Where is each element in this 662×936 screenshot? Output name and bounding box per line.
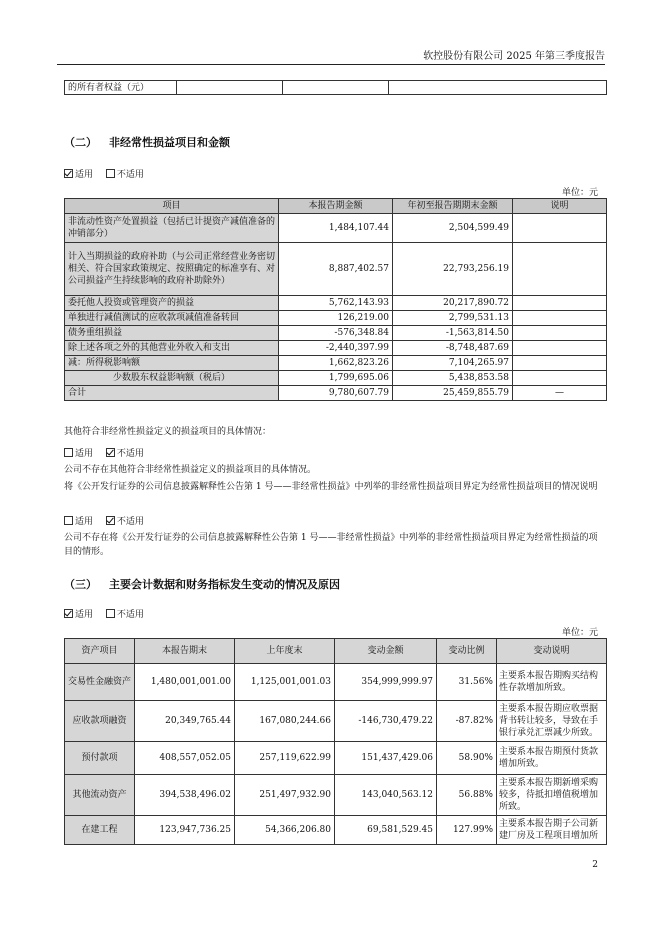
column-header: 变动比例 [437, 639, 497, 664]
section-2-title: 非经常性损益项目和金额 [109, 136, 230, 149]
current-amount-cell: 8,887,402.57 [279, 243, 393, 296]
note-cell [513, 243, 607, 296]
applicability-checkboxes-4 [64, 607, 144, 620]
item-cell: 减：所得税影响额 [65, 356, 279, 371]
change-description-cell: 主要系本报告期预付货款增加所致。 [497, 742, 607, 775]
item-cell: 单独进行减值测试的应收款项减值准备转回 [65, 311, 279, 326]
period-end-cell: 1,480,001,001.00 [135, 664, 235, 701]
not-applicable-label: 不适用 [116, 517, 144, 527]
applicable-label: 适用 [75, 610, 94, 620]
table-header-row [65, 199, 607, 214]
ytd-amount-cell: 22,793,256.19 [393, 243, 513, 296]
change-description-cell: 主要系本报告期新增采购较多，待抵扣增值税增加所致。 [497, 775, 607, 816]
item-cell: 除上述各项之外的其他营业外收入和支出 [65, 341, 279, 356]
reclassification-explanation-title: 将《公开发行证券的公司信息披露解释性公告第 1 号——非经常性损益》中列举的非经常性损益项目界定为经常性损益项目的情况说明 [64, 482, 598, 492]
not-applicable-label: 不适用 [116, 610, 144, 620]
applicable-label: 适用 [75, 170, 94, 180]
note-cell [513, 341, 607, 356]
column-header: 资产项目 [65, 639, 135, 664]
column-header: 变动说明 [497, 639, 607, 664]
other-items-statement: 公司不存在其他符合非经常性损益定义的损益项目的具体情况。 [64, 465, 317, 475]
page-number: 2 [592, 860, 598, 870]
not-applicable-label: 不适用 [116, 449, 144, 459]
checked-checkbox[interactable] [106, 516, 115, 525]
note-cell: — [513, 386, 607, 401]
item-cell: 计入当期损益的政府补助（与公司正常经营业务密切相关、符合国家政策规定、按照确定的标准享有、对公司损益产生持续影响的政府补助除外） [65, 243, 279, 296]
table-row-total [65, 386, 607, 401]
table-row [65, 326, 607, 341]
column-header: 本报告期金额 [279, 199, 393, 214]
checked-checkbox[interactable] [64, 169, 73, 178]
non-recurring-gains-table [64, 198, 607, 401]
section-2-heading [64, 134, 230, 150]
change-amount-cell: 354,999,999.97 [335, 664, 437, 701]
applicability-checkboxes-1 [64, 167, 144, 180]
other-items-note: 其他符合非经常性损益定义的损益项目的具体情况： [64, 427, 272, 437]
column-header: 项目 [65, 199, 279, 214]
note-cell [513, 296, 607, 311]
current-amount-cell: -576,348.84 [279, 326, 393, 341]
section-3-heading [64, 576, 340, 592]
change-ratio-cell: 127.99% [437, 816, 497, 845]
prior-year-end-cell: 251,497,932.90 [235, 775, 335, 816]
section-2-number: （二） [64, 136, 97, 149]
current-amount-cell: 1,799,695.06 [279, 371, 393, 386]
ytd-amount-cell: -8,748,487.69 [393, 341, 513, 356]
change-ratio-cell: 56.88% [437, 775, 497, 816]
asset-item-cell: 其他流动资产 [65, 775, 135, 816]
equity-table-fragment [64, 80, 607, 95]
applicable-label: 适用 [75, 517, 94, 527]
checked-checkbox[interactable] [106, 448, 115, 457]
applicable-label: 适用 [75, 449, 94, 459]
table-row [65, 816, 607, 845]
note-cell [513, 326, 607, 341]
table-row [65, 311, 607, 326]
prior-year-end-cell: 167,080,244.66 [235, 701, 335, 742]
note-cell [513, 356, 607, 371]
reclassification-statement: 公司不存在将《公开发行证券的公司信息披露解释性公告第 1 号——非经常性损益》中列举的非经常性损益项目界定为经常性损益的项目的情形。 [64, 533, 598, 557]
period-end-cell: 394,538,496.02 [135, 775, 235, 816]
asset-item-cell: 应收款项融资 [65, 701, 135, 742]
table-row [65, 296, 607, 311]
table-row [65, 81, 607, 95]
ytd-amount-cell: 5,438,853.58 [393, 371, 513, 386]
item-cell: 委托他人投资或管理资产的损益 [65, 296, 279, 311]
table-header-row [65, 639, 607, 664]
current-amount-cell: 5,762,143.93 [279, 296, 393, 311]
section-3-number: （三） [64, 578, 97, 591]
item-cell: 合计 [65, 386, 279, 401]
change-amount-cell: 151,437,429.06 [335, 742, 437, 775]
prior-year-end-cell: 257,119,622.99 [235, 742, 335, 775]
unit-label: 单位：元 [561, 628, 598, 638]
checked-checkbox[interactable] [64, 609, 73, 618]
current-amount-cell: -2,440,397.99 [279, 341, 393, 356]
prior-year-end-cell: 54,366,206.80 [235, 816, 335, 845]
column-header: 说明 [513, 199, 607, 214]
unchecked-checkbox[interactable] [106, 609, 115, 618]
section-3-title: 主要会计数据和财务指标发生变动的情况及原因 [109, 578, 340, 591]
header-divider [57, 64, 605, 65]
column-header: 本报告期末 [135, 639, 235, 664]
ytd-amount-cell: 2,504,599.49 [393, 214, 513, 243]
empty-cell [177, 81, 283, 95]
asset-item-cell: 在建工程 [65, 816, 135, 845]
ytd-amount-cell: -1,563,814.50 [393, 326, 513, 341]
note-cell [513, 311, 607, 326]
asset-changes-table [64, 638, 607, 845]
change-amount-cell: -146,730,479.22 [335, 701, 437, 742]
change-ratio-cell: 31.56% [437, 664, 497, 701]
unchecked-checkbox[interactable] [106, 169, 115, 178]
column-header: 上年度末 [235, 639, 335, 664]
unit-label: 单位：元 [561, 188, 598, 198]
change-ratio-cell: 58.90% [437, 742, 497, 775]
change-amount-cell: 143,040,563.12 [335, 775, 437, 816]
item-cell: 少数股东权益影响额（税后） [65, 371, 279, 386]
change-amount-cell: 69,581,529.45 [335, 816, 437, 845]
asset-item-cell: 交易性金融资产 [65, 664, 135, 701]
empty-cell [389, 81, 607, 95]
item-cell: 非流动性资产处置损益（包括已计提资产减值准备的冲销部分） [65, 214, 279, 243]
column-header: 年初至报告期期末金额 [393, 199, 513, 214]
empty-cell [283, 81, 389, 95]
table-row [65, 701, 607, 742]
current-amount-cell: 1,662,823.26 [279, 356, 393, 371]
change-description-cell: 主要系本报告期购买结构性存款增加所致。 [497, 664, 607, 701]
table-row [65, 371, 607, 386]
table-row [65, 742, 607, 775]
current-amount-cell: 126,219.00 [279, 311, 393, 326]
table-row [65, 214, 607, 243]
ytd-amount-cell: 2,799,531.13 [393, 311, 513, 326]
item-cell: 债务重组损益 [65, 326, 279, 341]
note-cell [513, 371, 607, 386]
table-row [65, 775, 607, 816]
ytd-amount-cell: 25,459,855.79 [393, 386, 513, 401]
equity-label-cell: 的所有者权益（元） [65, 81, 177, 95]
period-end-cell: 408,557,052.05 [135, 742, 235, 775]
not-applicable-label: 不适用 [116, 170, 144, 180]
current-amount-cell: 9,780,607.79 [279, 386, 393, 401]
ytd-amount-cell: 20,217,890.72 [393, 296, 513, 311]
ytd-amount-cell: 7,104,265.97 [393, 356, 513, 371]
page-header-title: 软控股份有限公司 2025 年第三季度报告 [423, 51, 605, 62]
table-row [65, 243, 607, 296]
prior-year-end-cell: 1,125,001,001.03 [235, 664, 335, 701]
table-row [65, 356, 607, 371]
current-amount-cell: 1,484,107.44 [279, 214, 393, 243]
table-row [65, 341, 607, 356]
applicability-checkboxes-3 [64, 514, 144, 527]
column-header: 变动金额 [335, 639, 437, 664]
unchecked-checkbox[interactable] [64, 516, 73, 525]
period-end-cell: 123,947,736.25 [135, 816, 235, 845]
period-end-cell: 20,349,765.44 [135, 701, 235, 742]
change-ratio-cell: -87.82% [437, 701, 497, 742]
applicability-checkboxes-2 [64, 446, 144, 459]
change-description-cell: 主要系本报告期子公司新建厂房及工程项目增加所 [497, 816, 607, 845]
unchecked-checkbox[interactable] [64, 448, 73, 457]
asset-item-cell: 预付款项 [65, 742, 135, 775]
note-cell [513, 214, 607, 243]
change-description-cell: 主要系本报告期应收票据背书转让较多，导致在手银行承兑汇票减少所致。 [497, 701, 607, 742]
table-row [65, 664, 607, 701]
